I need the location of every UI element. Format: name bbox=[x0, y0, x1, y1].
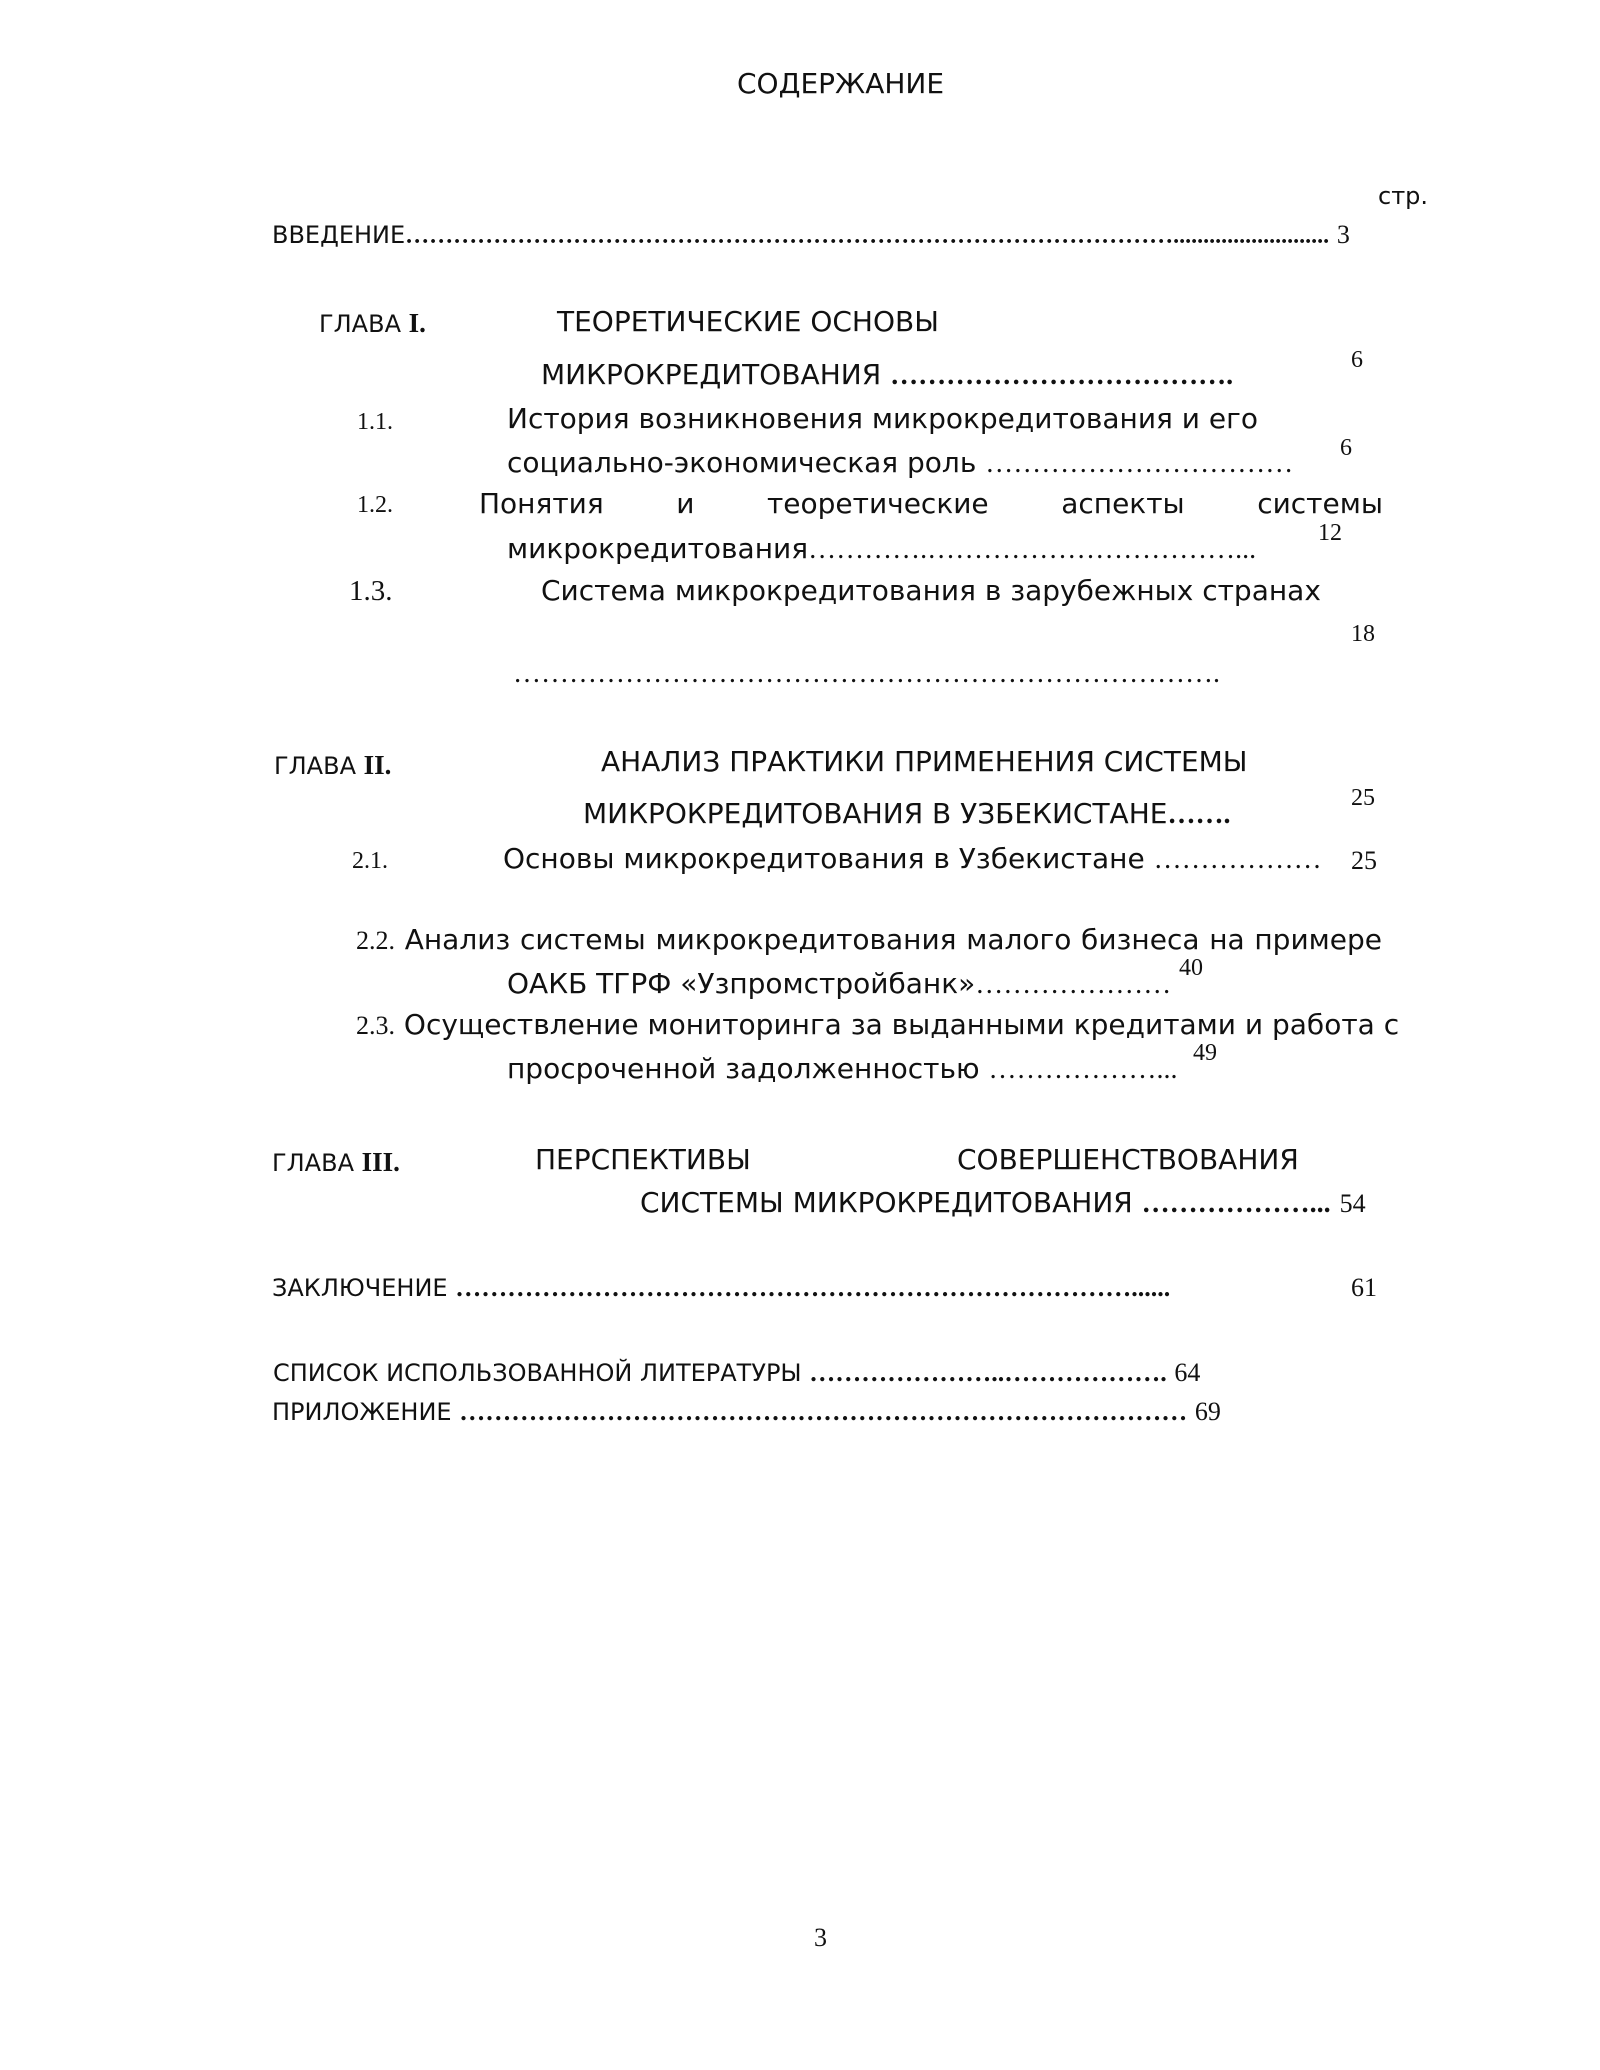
toc-section-2-1-number: 2.1. bbox=[352, 848, 388, 874]
section-2-3-number: 2.3. bbox=[356, 1011, 395, 1040]
chapter-1-number: I. bbox=[408, 308, 426, 338]
chapter-1-dots: ………………………………. bbox=[890, 360, 1234, 391]
chapter-2-title2: МИКРОКРЕДИТОВАНИЯ В УЗБЕКИСТАНЕ bbox=[583, 797, 1168, 830]
chapter-1-title2: МИКРОКРЕДИТОВАНИЯ bbox=[541, 358, 882, 391]
chapter-3-prefix: ГЛАВА bbox=[272, 1149, 354, 1177]
toc-chapter-2-label bbox=[274, 752, 391, 779]
section-1-2-word4: аспекты bbox=[1061, 487, 1185, 520]
chapter-1-prefix: ГЛАВА bbox=[319, 310, 401, 338]
toc-chapter-1-title-line2[interactable] bbox=[541, 358, 1234, 391]
toc-conclusion[interactable] bbox=[272, 1275, 1170, 1301]
toc-references[interactable] bbox=[273, 1360, 1200, 1386]
chapter-2-prefix: ГЛАВА bbox=[274, 752, 356, 780]
toc-chapter-3-word2[interactable]: СОВЕРШЕНСТВОВАНИЯ bbox=[957, 1143, 1299, 1176]
toc-chapter-3-word1[interactable]: ПЕРСПЕКТИВЫ bbox=[535, 1143, 751, 1176]
conclusion-dots: ……………………………………………………………………...... bbox=[455, 1273, 1171, 1302]
toc-conclusion-page: 61 bbox=[1351, 1273, 1377, 1302]
chapter-2-dots: ……. bbox=[1167, 799, 1231, 830]
page-number: 3 bbox=[814, 1923, 827, 1952]
toc-section-1-2-line2[interactable] bbox=[507, 532, 1257, 565]
section-1-2-dots: ………….……………………………... bbox=[808, 534, 1257, 565]
chapter-3-page: 54 bbox=[1339, 1189, 1366, 1218]
chapter-3-number: III. bbox=[361, 1147, 400, 1177]
chapter-3-dots: ………………... bbox=[1141, 1188, 1331, 1219]
section-2-2-line2-text: ОАКБ ТГРФ «Узпромстройбанк» bbox=[507, 967, 976, 1000]
toc-section-1-2-page: 12 bbox=[1318, 520, 1342, 546]
toc-section-1-1-number: 1.1. bbox=[357, 409, 393, 435]
chapter-3-title2: СИСТЕМЫ МИКРОКРЕДИТОВАНИЯ bbox=[640, 1186, 1133, 1219]
chapter-2-number: II. bbox=[363, 750, 392, 780]
toc-intro-label: ВВЕДЕНИЕ bbox=[272, 221, 406, 249]
toc-section-2-2-line2[interactable] bbox=[507, 967, 1172, 1000]
toc-section-1-3-page: 18 bbox=[1351, 621, 1375, 647]
toc-section-1-3-number: 1.3. bbox=[349, 575, 393, 607]
section-1-1-line2-text: социально-экономическая роль bbox=[507, 446, 977, 479]
toc-section-1-1-line1[interactable]: История возникновения микрокредитования и его bbox=[507, 402, 1258, 435]
toc-appendix[interactable] bbox=[272, 1399, 1221, 1425]
section-1-2-line2-text: микрокредитования bbox=[507, 532, 809, 565]
section-2-3-line2-text: просроченной задолженностью bbox=[507, 1052, 980, 1085]
toc-chapter-1-label bbox=[319, 310, 426, 337]
toc-chapter-2-page: 25 bbox=[1351, 785, 1375, 811]
references-page: 64 bbox=[1174, 1358, 1201, 1387]
conclusion-label: ЗАКЛЮЧЕНИЕ bbox=[272, 1274, 448, 1302]
section-2-2-number: 2.2. bbox=[356, 926, 395, 955]
toc-intro[interactable] bbox=[272, 222, 1350, 248]
toc-section-2-1-line1[interactable] bbox=[503, 842, 1322, 875]
section-2-2-dots: ………………… bbox=[975, 969, 1172, 1000]
toc-chapter-1-title-line1[interactable]: ТЕОРЕТИЧЕСКИЕ ОСНОВЫ bbox=[557, 305, 939, 338]
toc-chapter-2-title-line2[interactable] bbox=[583, 797, 1231, 830]
toc-section-1-1-page: 6 bbox=[1340, 435, 1352, 461]
section-2-1-dots: ……………… bbox=[1153, 844, 1322, 875]
section-2-3-text: Осуществление мониторинга за выданными кредитами и работа с bbox=[403, 1008, 1400, 1041]
toc-section-1-3-dots: …………………………………………………………………. bbox=[513, 658, 1220, 689]
section-1-2-word1: Понятия bbox=[479, 487, 604, 520]
references-label: СПИСОК ИСПОЛЬЗОВАННОЙ ЛИТЕРАТУРЫ bbox=[273, 1359, 802, 1387]
section-2-3-dots: ………………... bbox=[988, 1054, 1178, 1085]
section-1-1-dots: …………………………… bbox=[985, 448, 1294, 479]
page-title: СОДЕРЖАНИЕ bbox=[737, 67, 945, 100]
toc-section-2-3-line1[interactable] bbox=[356, 1008, 1400, 1041]
appendix-page: 69 bbox=[1194, 1397, 1221, 1426]
toc-intro-page: 3 bbox=[1336, 220, 1350, 249]
section-2-2-text: Анализ системы микрокредитования малого бизнеса на примере bbox=[404, 923, 1382, 956]
toc-section-1-2-line1[interactable] bbox=[479, 487, 1383, 520]
toc-section-2-1-page: 25 bbox=[1351, 846, 1377, 875]
appendix-dots: ………………………………………………………………………… bbox=[459, 1397, 1188, 1426]
toc-section-2-3-line2[interactable] bbox=[507, 1052, 1178, 1085]
references-dots: …………………..………………. bbox=[809, 1358, 1167, 1387]
toc-chapter-3-label bbox=[272, 1149, 400, 1176]
toc-chapter-3-title-line2[interactable] bbox=[640, 1186, 1366, 1219]
toc-section-1-2-number: 1.2. bbox=[357, 492, 393, 518]
section-1-2-word3: теоретические bbox=[766, 487, 989, 520]
toc-chapter-1-page: 6 bbox=[1351, 347, 1363, 373]
toc-intro-dots: …………………………………………………………………………………….......................... bbox=[405, 223, 1330, 249]
toc-section-1-3-line1[interactable]: Система микрокредитования в зарубежных странах bbox=[541, 574, 1321, 607]
appendix-label: ПРИЛОЖЕНИЕ bbox=[272, 1398, 452, 1426]
page-column-label: стр. bbox=[1378, 182, 1429, 210]
section-2-1-text: Основы микрокредитования в Узбекистане bbox=[503, 842, 1145, 875]
section-1-2-word5: системы bbox=[1257, 487, 1383, 520]
toc-section-2-2-line1[interactable] bbox=[356, 923, 1382, 956]
toc-chapter-2-title-line1[interactable]: АНАЛИЗ ПРАКТИКИ ПРИМЕНЕНИЯ СИСТЕМЫ bbox=[601, 745, 1248, 778]
toc-section-1-1-line2[interactable] bbox=[507, 446, 1294, 479]
toc-section-2-2-page: 40 bbox=[1179, 955, 1203, 981]
section-1-2-word2: и bbox=[676, 487, 695, 520]
toc-section-2-3-page: 49 bbox=[1193, 1040, 1217, 1066]
